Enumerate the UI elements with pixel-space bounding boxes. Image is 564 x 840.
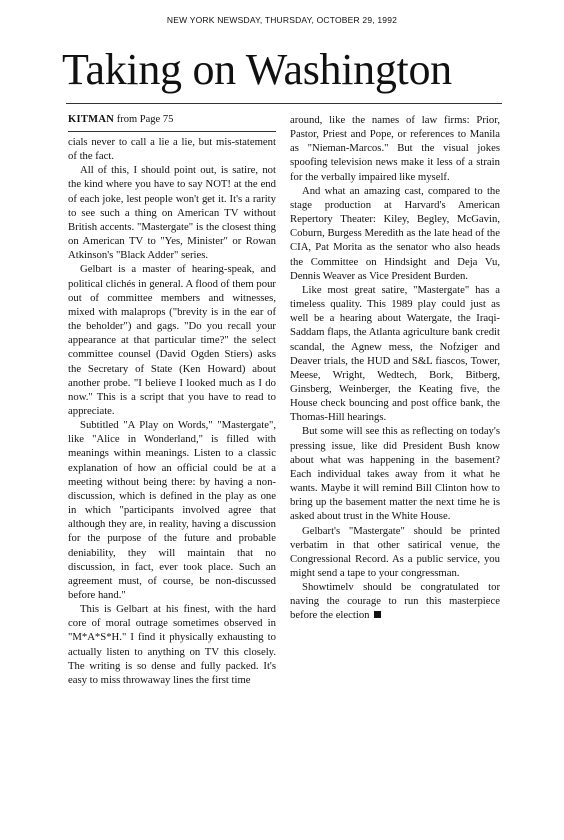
paragraph: All of this, I should point out, is satire, not the kind where you have to say NOT! at the end of each joke, lest people won't get it. It's a rarity to see such a thing on American TV without British accents. "Mastergate" is the closest thing on American TV to "Yes, Minister" or Rowan Atkinson's "Black Adder" series. <box>68 164 276 262</box>
paragraph: But some will see this as reflecting on today's pressing issue, like did President Bush know about what was happening in the basement? Each individual takes away from it what he wants. Maybe it will remind Bill Clinton how to bring up the basement matter the next time he is asked about trust in the White House. <box>290 425 500 523</box>
paragraph-final <box>290 580 500 622</box>
paragraph: Gelbart is a master of hearing-speak, and political clichés in general. A flood of them pour out of committee members and witnesses, mixed with malaprops ("brevity is in the ear of the beholder") and gags. "Do you recall your appearance at that particular time?" the select committee counsel (David Ogden Stiers) asks the Secretary of State (Ken Howard) about another probe. "I believe I looked much as I do now." This is a script that you have to read to appreciate. <box>68 263 276 417</box>
end-mark-icon <box>374 611 381 618</box>
paragraph: Like most great satire, "Mastergate" has a timeless quality. This 1989 play could just as well be a hearing about Watergate, the Iraqi-Saddam flaps, the Atlanta agriculture bank credit scandal, the Agnew mess, the Nofziger and Deaver trials, the HUD and S&L fiascos, Tower, Meese, Wright, Wedtech, Bork, Bitberg, Ginsberg, Weinberger, the Keating five, the House check bouncing and post office bank, the Thomas-Hill hearings. <box>290 283 500 424</box>
headline: Taking on Washington <box>62 45 452 94</box>
paragraph: around, like the names of law firms: Prior, Pastor, Priest and Pope, or references to Manila as "Nieman-Marcos." But the visual jokes spoofing television news make it less of a strain for the verbally impaired like myself. <box>290 114 500 183</box>
paragraph: Subtitled "A Play on Words," "Mastergate", like "Alice in Wonderland," is filled with meanings within meanings. Listen to a classic explanation of how an official could be at a meeting without being there: by having a non-discussion, which is defined in the play as one in which "participants involved agree that although they are, in reality, having a discussion for the purpose of the future and probable deniability, they will maintain that no discussion, in fact, ever took place. Such an agreement must, of course, be non-discussed before hand." <box>68 419 276 601</box>
paragraph: cials never to call a lie a lie, but mis-statement of the fact. <box>68 136 276 163</box>
paragraph: Gelbart's "Mastergate" should be printed verbatim in that other satirical venue, the Congressional Record. As a public service, you might send a tape to your congressman. <box>290 524 500 579</box>
dateline: NEW YORK NEWSDAY, THURSDAY, OCTOBER 29, 1992 <box>166 15 398 25</box>
jump-rule <box>68 131 276 132</box>
left-column <box>68 135 276 687</box>
jump-line <box>68 113 276 126</box>
paragraph: This is Gelbart at his finest, with the hard core of moral outrage sometimes observed in "M*A*S*H." I find it physically exhausting to actually listen to anything on TV this closely. The writing is so dense and fully packed. It's easy to miss throwaway lines the first time <box>68 603 276 686</box>
jump-from-text: from Page 75 <box>116 114 174 125</box>
right-column <box>290 113 500 623</box>
paragraph: And what an amazing cast, compared to the stage production at Harvard's American Repertory Theater: Kiley, Begley, McGavin, Coburn, Burgess Meredith as the late head of the CIA, Pat Morita as the senator who also heads the Committee on Hindsight and Deja Vu, Dennis Weaver as Vice President Burden. <box>290 184 500 282</box>
headline-rule <box>66 103 502 104</box>
final-paragraph-text: Showtimelv should be congratulated tor naving the courage to run this masterpiece before the election <box>290 581 500 622</box>
jump-author: KITMAN <box>68 114 115 125</box>
